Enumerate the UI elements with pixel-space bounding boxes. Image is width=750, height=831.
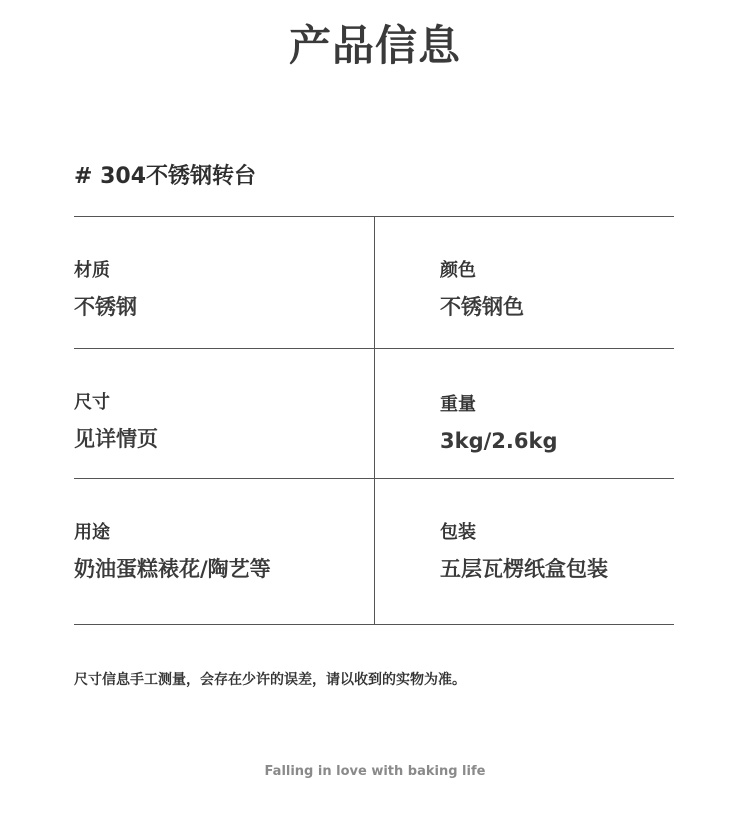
spec-value: 奶油蛋糕裱花/陶艺等: [74, 557, 271, 581]
spec-label: 包装: [440, 522, 476, 543]
column-divider: [374, 217, 375, 624]
row-divider: [74, 478, 674, 479]
row-divider: [74, 348, 674, 349]
measurement-note: 尺寸信息手工测量，会存在少许的误差，请以收到的实物为准。: [74, 672, 466, 688]
spec-cell-weight: [440, 393, 740, 455]
spec-cell-material: [74, 259, 374, 321]
spec-value: 见详情页: [74, 427, 158, 451]
spec-label: 颜色: [440, 260, 476, 281]
spec-label: 尺寸: [74, 392, 110, 413]
spec-label: 重量: [440, 394, 476, 415]
footer-slogan: Falling in love with baking life: [264, 764, 486, 779]
spec-value: 五层瓦楞纸盒包装: [440, 557, 608, 581]
spec-table: [74, 216, 674, 625]
spec-label: 材质: [74, 260, 110, 281]
spec-cell-size: [74, 391, 374, 453]
spec-value: 不锈钢: [74, 295, 137, 319]
spec-cell-packaging: [440, 521, 740, 583]
product-heading: # 304不锈钢转台: [74, 164, 257, 189]
spec-value: 不锈钢色: [440, 295, 524, 319]
spec-cell-usage: [74, 521, 374, 583]
spec-label: 用途: [74, 522, 110, 543]
page-title: 产品信息: [288, 21, 461, 70]
spec-cell-color: [440, 259, 740, 321]
spec-value: 3kg/2.6kg: [440, 429, 558, 453]
